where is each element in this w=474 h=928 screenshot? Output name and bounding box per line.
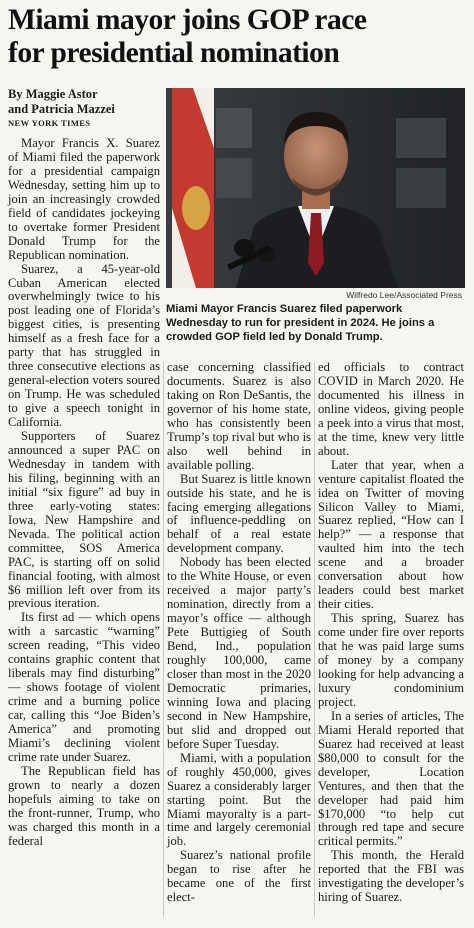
article-column-2 — [167, 361, 311, 905]
paragraph: This month, the Herald reported that the FBI was investigating the developer’s hiring of Suarez. — [318, 848, 464, 905]
paragraph: Miami, with a population of roughly 450,000, gives Suarez a considerably larger starting point. But the Miami mayoralty is a part-time and largely ceremonial job. — [167, 750, 311, 849]
paragraph: The Republican field has grown to nearly a dozen hopefuls aiming to take on the front-runner, Trump, who was charged this month in a federal — [8, 763, 160, 848]
paragraph: Supporters of Suarez announced a super PAC on Wednesday in tandem with his filing, beginning with an initial “six figure” ad buy in three early-voting states: Iowa, New Hampshire and Nevada. The political action committee, SOS America PAC, is starting off on solid financial footing, with almost $6 million left over from its previous iteration. — [8, 429, 160, 611]
mayor-photo-illustration — [166, 88, 465, 288]
headline: Miami mayor joins GOP race for presidential nomination — [8, 4, 367, 69]
agency-credit: NEW YORK TIMES — [8, 118, 91, 128]
article-column-3 — [318, 361, 464, 905]
paragraph: This spring, Suarez has come under fire over reports that he was paid large sums of money by a company looking for help advancing a luxury condominium project. — [318, 611, 464, 709]
paragraph: Suarez, a 45-year-old Cuban American elected overwhelmingly twice to his post leading one of Florida’s biggest cities, is presenting himself as a fresh face for a party that has struggled in three consecutive elections as general-election voters soured on Trump. He was scheduled to give a speech tonight in California. — [8, 261, 160, 430]
paragraph: But Suarez is little known outside his state, and he is facing emerging allegations of influence-peddling on behalf of a real estate development company. — [167, 471, 311, 556]
mayor-photo — [166, 88, 465, 288]
paragraph: case concerning classified documents. Suarez is also taking on Ron DeSantis, the governor of his home state, who has consistently been Trump’s top rival but who is also well behind in available polling. — [167, 360, 311, 472]
paragraph: Its first ad — which opens with a sarcastic “warning” screen reading, “This video contains graphic content that liberals may find disturbing” — shows footage of violent crime and a burning police car, calling this “Joe Biden’s America” and promoting Miami’s declining violent crime rate under Suarez. — [8, 610, 160, 764]
column-rule — [163, 362, 164, 917]
photo-caption: Miami Mayor Francis Suarez filed paperwork Wednesday to run for president in 2024. He joins a crowded GOP field led by Donald Trump. — [166, 303, 435, 343]
paragraph: In a series of articles, The Miami Herald reported that Suarez had received at least $80,000 to consult for the developer, Location Ventures, and then that the developer had paid him $170,000 “to help cut through red tape and secure critical permits.” — [318, 708, 464, 849]
article-column-1 — [8, 137, 160, 849]
paragraph: Suarez’s national profile began to rise after he became one of the first elect- — [167, 848, 311, 905]
paragraph: ed officials to contract COVID in March 2020. He documented his illness in online videos, giving people a peek into a virus that most, at the time, knew very little about. — [318, 360, 464, 458]
paragraph: Later that year, when a venture capitalist floated the idea on Twitter of moving Silicon Valley to Miami, Suarez replied, “How can I help?” — a response that vaulted him into the tech scene and a broader conversation about how leaders could best market their cities. — [318, 457, 464, 612]
photo-credit: Wilfredo Lee/Associated Press — [346, 290, 462, 300]
column-rule — [314, 362, 315, 917]
byline: By Maggie Astor and Patricia Mazzei — [8, 87, 115, 116]
paragraph: Mayor Francis X. Suarez of Miami filed the paperwork for a presidential campaign Wednesday, setting him up to join an increasingly crowded field of candidates jockeying to overtake former President Donald Trump for the Republican nomination. — [8, 136, 160, 262]
paragraph: Nobody has been elected to the White House, or even received a major party’s nomination, directly from a mayor’s office — although Pete Buttigieg of South Bend, Ind., population roughly 100,000, came closer than most in the 2020 Democratic primaries, winning Iowa and placing second in New Hampshire, but slid and dropped out before Super Tuesday. — [167, 555, 311, 751]
